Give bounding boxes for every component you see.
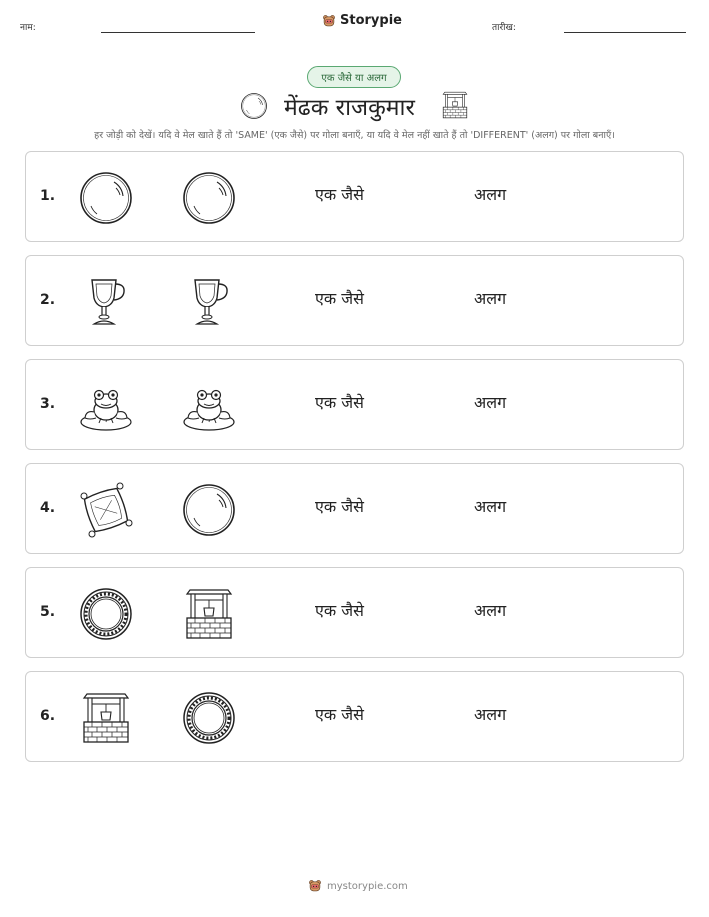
ornate-plate-icon [78, 586, 134, 642]
different-option[interactable]: अलग [474, 289, 507, 308]
date-label: तारीख: [492, 23, 516, 33]
question-number: 1. [40, 188, 56, 204]
question-number: 4. [40, 500, 56, 516]
question-card [25, 463, 684, 554]
crystal-ball-icon [240, 92, 268, 120]
brand-name: Storypie [340, 13, 402, 28]
name-line[interactable] [101, 32, 255, 33]
question-card [25, 671, 684, 762]
name-label: नाम: [20, 23, 36, 33]
bear-mascot-icon [322, 14, 336, 28]
question-number: 2. [40, 292, 56, 308]
instructions: हर जोड़ी को देखें। यदि वे मेल खाते हैं तो 'SAME' (एक जैसे) पर गोला बनाएँ, या यदि वे मेल नहीं खाते हैं तो 'DIFFERENT' (अलग) पर गोला बनाएँ। [94, 130, 615, 141]
footer-url[interactable]: mystorypie.com [327, 880, 408, 892]
pillow-icon [78, 482, 134, 538]
different-option[interactable]: अलग [474, 185, 507, 204]
frog-on-lily-pad-icon [181, 378, 237, 434]
wishing-well-icon [440, 90, 470, 120]
different-option[interactable]: अलग [474, 393, 507, 412]
ornate-plate-icon [181, 690, 237, 746]
same-option[interactable]: एक जैसे [315, 601, 364, 620]
same-option[interactable]: एक जैसे [315, 705, 364, 724]
brand-logo [322, 13, 402, 28]
different-option[interactable]: अलग [474, 601, 507, 620]
crystal-ball-icon [181, 482, 237, 538]
same-option[interactable]: एक जैसे [315, 289, 364, 308]
question-number: 3. [40, 396, 56, 412]
wishing-well-icon [78, 690, 134, 746]
question-number: 6. [40, 708, 56, 724]
question-card [25, 567, 684, 658]
frog-on-lily-pad-icon [78, 378, 134, 434]
same-option[interactable]: एक जैसे [315, 185, 364, 204]
different-option[interactable]: अलग [474, 705, 507, 724]
date-line[interactable] [564, 32, 686, 33]
activity-type-badge: एक जैसे या अलग [307, 66, 401, 88]
question-number: 5. [40, 604, 56, 620]
page-title: मेंढक राजकुमार [284, 95, 415, 121]
same-option[interactable]: एक जैसे [315, 497, 364, 516]
title-row [0, 88, 709, 126]
question-card [25, 359, 684, 450]
same-option[interactable]: एक जैसे [315, 393, 364, 412]
crystal-ball-icon [78, 170, 134, 226]
goblet-icon [181, 274, 237, 330]
question-card [25, 255, 684, 346]
question-card [25, 151, 684, 242]
footer [308, 879, 408, 893]
bear-mascot-icon [308, 879, 322, 893]
crystal-ball-icon [181, 170, 237, 226]
different-option[interactable]: अलग [474, 497, 507, 516]
wishing-well-icon [181, 586, 237, 642]
goblet-icon [78, 274, 134, 330]
